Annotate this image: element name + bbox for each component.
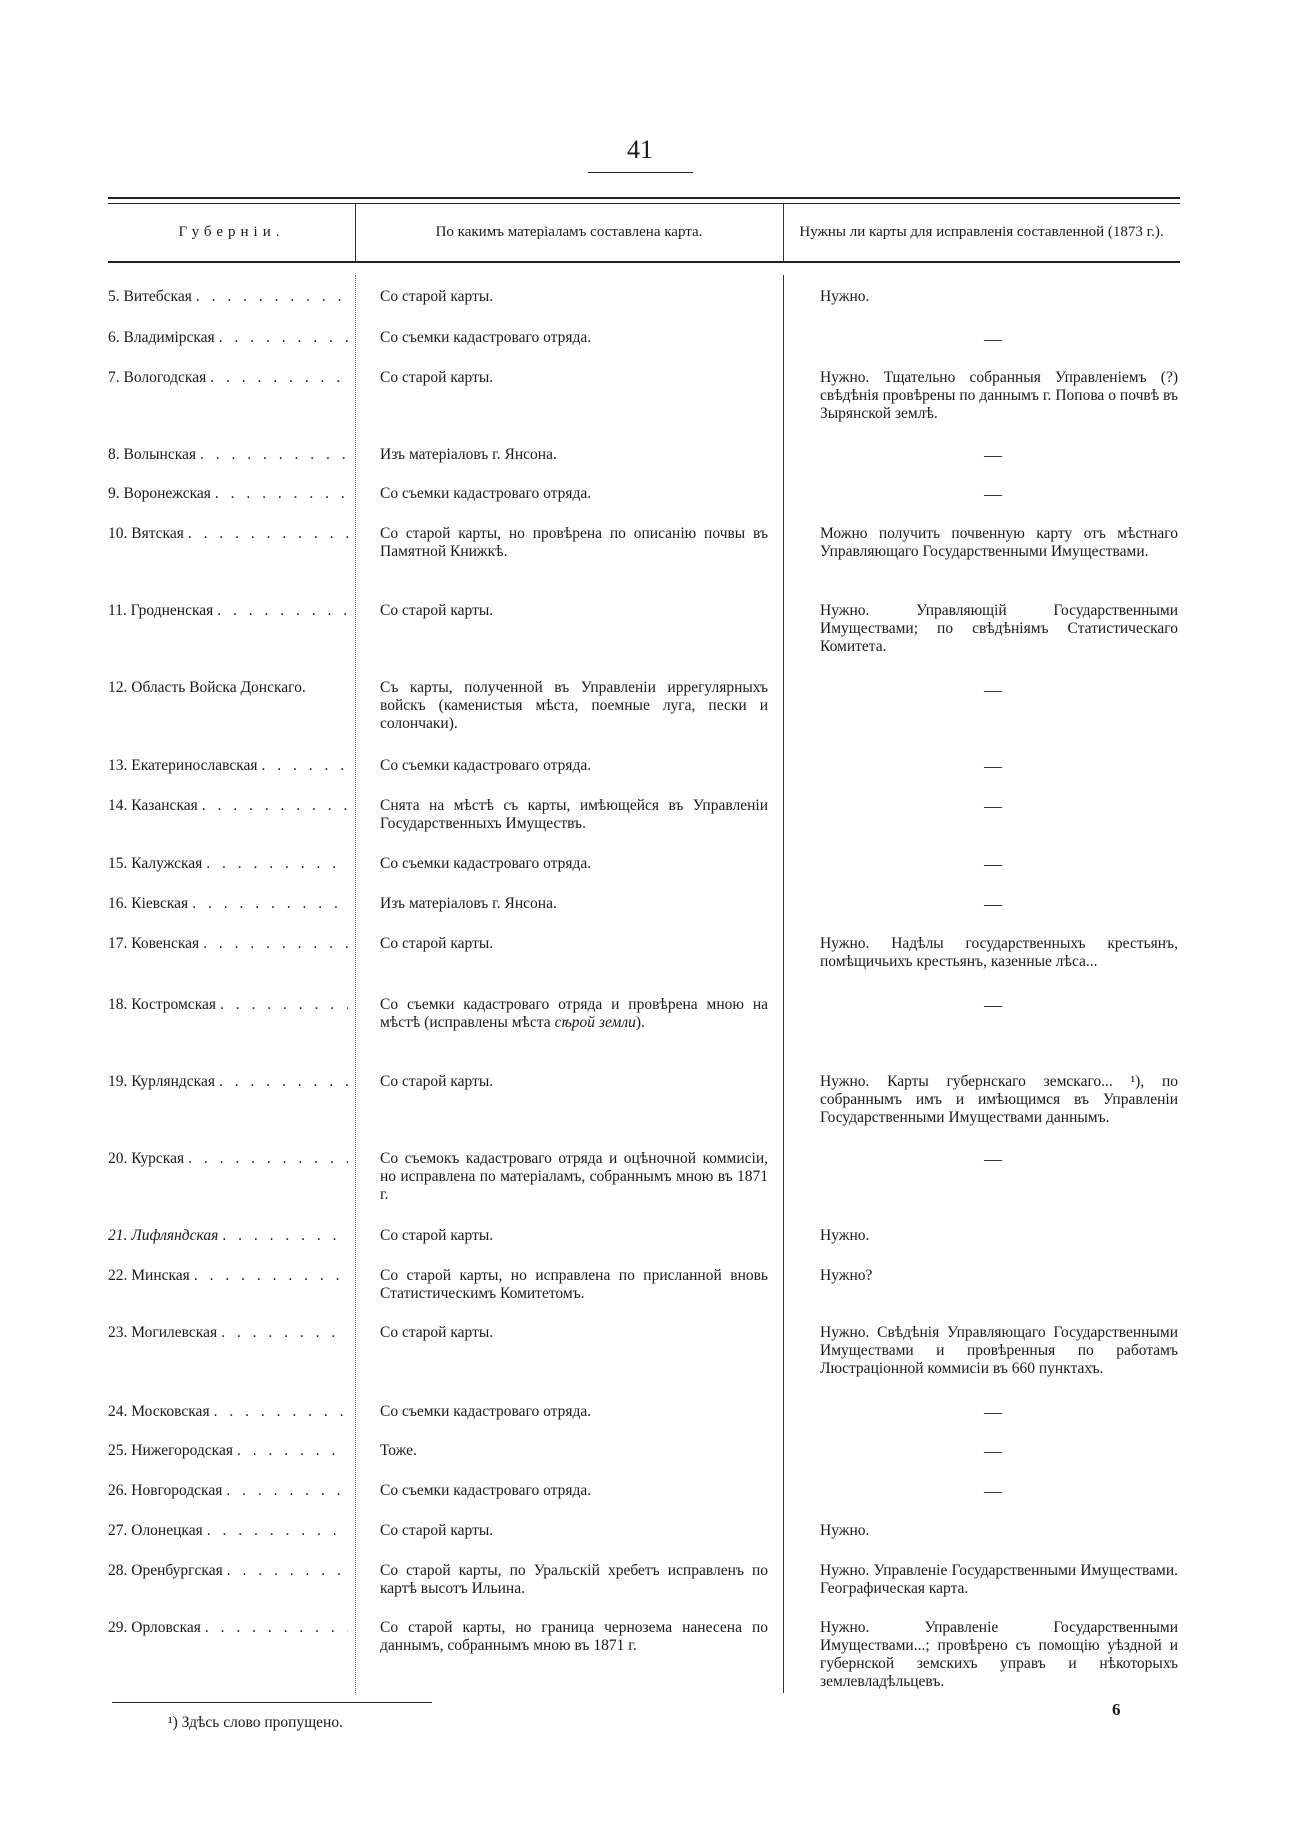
material-cell: Со съемки кадастроваго отряда и провѣрена мною на мѣстѣ (исправлены мѣста сѣрой земли). xyxy=(380,996,768,1031)
need-dash: — xyxy=(984,995,1002,1015)
header-need-maps: Нужны ли карты для исправленія составленной (1873 г.). xyxy=(799,223,1164,240)
column-divider-1-body xyxy=(355,275,356,1693)
column-divider-2 xyxy=(783,203,784,261)
need-cell: Нужно. Управленіе Государственными Имуществами...; провѣрено съ помощію уѣздной и губернской земскихъ управъ и нѣкоторыхъ землевладѣльцевъ. xyxy=(820,1619,1178,1690)
material-cell: Со старой карты. xyxy=(380,602,494,619)
header-guberniya: Губерніи. xyxy=(178,223,285,240)
material-cell: Со старой карты. xyxy=(380,1522,494,1539)
material-cell: Со старой карты. xyxy=(380,1227,494,1244)
material-cell: Со старой карты, но исправлена по присланной вновь Статистическимъ Комитетомъ. xyxy=(380,1267,768,1302)
guberniya-cell: 16. Кіевская . . . xyxy=(108,895,348,913)
guberniya-cell: 25. Нижегородская . . . xyxy=(108,1442,348,1460)
guberniya-cell: 21. Лифляндская . . . xyxy=(108,1227,348,1245)
need-cell: Нужно. Тщательно собранныя Управленіемъ (?) свѣдѣнія провѣрены по даннымъ г. Попова о почвѣ въ Зырянской землѣ. xyxy=(820,369,1178,422)
need-dash: — xyxy=(984,1149,1002,1169)
need-dash: — xyxy=(984,1481,1002,1501)
need-cell: Можно получить почвенную карту отъ мѣстнаго Управляющаго Государственными Имуществами. xyxy=(820,525,1178,560)
need-cell: Нужно. Надѣлы государственныхъ крестьянъ, помѣщичьихъ крестьянъ, казенные лѣса... xyxy=(820,935,1178,970)
guberniya-cell: 11. Гродненская . . . xyxy=(108,602,348,620)
column-divider-1 xyxy=(355,203,356,261)
material-cell: Изъ матеріаловъ г. Янсона. xyxy=(380,446,557,463)
need-cell: Нужно? xyxy=(820,1267,873,1284)
need-dash: — xyxy=(984,484,1002,504)
header-materials: По какимъ матеріаламъ составлена карта. xyxy=(435,223,703,240)
guberniya-cell: 8. Волынская . . . xyxy=(108,446,348,464)
need-cell: Нужно. xyxy=(820,1522,870,1539)
material-cell: Со старой карты, по Уральскій хребетъ исправленъ по картѣ высотъ Ильина. xyxy=(380,1562,768,1597)
material-cell: Со съемки кадастроваго отряда. xyxy=(380,485,592,502)
need-cell: Нужно. Карты губернскаго земскаго... ¹), по собраннымъ имъ и имѣющимся въ Управленіи Государственными Имуществами даннымъ. xyxy=(820,1073,1178,1126)
guberniya-cell: 26. Новгородская . . . xyxy=(108,1482,348,1500)
page-number-rule xyxy=(588,172,693,173)
need-dash: — xyxy=(984,680,1002,700)
material-cell: Изъ матеріаловъ г. Янсона. xyxy=(380,895,557,912)
material-cell: Со старой карты, но граница чернозема нанесена по даннымъ, собраннымъ мною въ 1871 г. xyxy=(380,1619,768,1654)
material-cell: Со старой карты. xyxy=(380,1073,494,1090)
page-number: 41 xyxy=(627,135,653,164)
material-cell: Со съемки кадастроваго отряда. xyxy=(380,1482,592,1499)
guberniya-cell: 28. Оренбургская . . . xyxy=(108,1562,348,1580)
need-dash: — xyxy=(984,329,1002,349)
material-cell: Снята на мѣстѣ съ карты, имѣющейся въ Управленіи Государственныхъ Имуществъ. xyxy=(380,797,768,832)
guberniya-cell: 18. Костромская . . . xyxy=(108,996,348,1014)
guberniya-cell: 23. Могилевская . . . xyxy=(108,1324,348,1342)
guberniya-cell: 29. Орловская . . . xyxy=(108,1619,348,1637)
footnote-rule xyxy=(112,1702,432,1703)
guberniya-cell: 15. Калужская . . . xyxy=(108,855,348,873)
guberniya-cell: 12. Область Войска Донскаго. xyxy=(108,679,306,696)
top-rule xyxy=(108,197,1180,199)
material-cell: Со съемки кадастроваго отряда. xyxy=(380,1403,592,1420)
need-cell: Нужно. Управленіе Государственными Имуществами. Географическая карта. xyxy=(820,1562,1178,1597)
material-cell: Со старой карты. xyxy=(380,288,494,305)
guberniya-cell: 17. Ковенская . . . xyxy=(108,935,348,953)
need-dash: — xyxy=(984,1441,1002,1461)
header-rule xyxy=(108,261,1180,263)
guberniya-cell: 24. Московская . . . xyxy=(108,1403,348,1421)
material-cell: Со старой карты. xyxy=(380,369,494,386)
guberniya-cell: 19. Курляндская . . . xyxy=(108,1073,348,1091)
material-cell: Со старой карты. xyxy=(380,1324,494,1341)
material-cell: Со съемокъ кадастроваго отряда и оцѣночной коммисіи, но исправлена по матеріаламъ, собраннымъ мною въ 1871 г. xyxy=(380,1150,768,1203)
sheet-mark: 6 xyxy=(1112,1700,1121,1719)
material-cell: Со старой карты. xyxy=(380,935,494,952)
guberniya-cell: 10. Вятская . . . xyxy=(108,525,348,543)
need-dash: — xyxy=(984,894,1002,914)
guberniya-cell: 14. Казанская . . . xyxy=(108,797,348,815)
material-cell: Съ карты, полученной въ Управленіи иррегулярныхъ войскъ (каменистыя мѣста, поемные луга, пески и солончаки). xyxy=(380,679,768,732)
material-cell: Со съемки кадастроваго отряда. xyxy=(380,757,592,774)
guberniya-cell: 9. Воронежская . . . xyxy=(108,485,348,503)
need-dash: — xyxy=(984,756,1002,776)
need-cell: Нужно. Управляющій Государственными Имуществами; по свѣдѣніямъ Статистическаго Комитета. xyxy=(820,602,1178,655)
guberniya-cell: 7. Вологодская . . . xyxy=(108,369,348,387)
guberniya-cell: 20. Курская . . . xyxy=(108,1150,348,1168)
need-dash: — xyxy=(984,1402,1002,1422)
guberniya-cell: 22. Минская . . . xyxy=(108,1267,348,1285)
material-cell: Со старой карты, но провѣрена по описанію почвы въ Памятной Книжкѣ. xyxy=(380,525,768,560)
need-cell: Нужно. xyxy=(820,1227,870,1244)
material-cell: Со съемки кадастроваго отряда. xyxy=(380,855,592,872)
need-dash: — xyxy=(984,445,1002,465)
guberniya-cell: 5. Витебская . . . xyxy=(108,288,348,306)
table-header xyxy=(108,203,1180,261)
guberniya-cell: 6. Владимірская . . . xyxy=(108,329,348,347)
material-cell: Со съемки кадастроваго отряда. xyxy=(380,329,592,346)
need-dash: — xyxy=(984,854,1002,874)
guberniya-cell: 13. Екатеринославская . . . xyxy=(108,757,348,775)
guberniya-cell: 27. Олонецкая . . . xyxy=(108,1522,348,1540)
need-cell: Нужно. Свѣдѣнія Управляющаго Государственными Имуществами и провѣренныя по работамъ Люстраціонной коммисіи въ 660 пунктахъ. xyxy=(820,1324,1178,1377)
material-cell: Тоже. xyxy=(380,1442,417,1459)
footnote: ¹) Здѣсь слово пропущено. xyxy=(168,1714,343,1731)
need-cell: Нужно. xyxy=(820,288,870,305)
need-dash: — xyxy=(984,796,1002,816)
column-divider-2-body xyxy=(783,275,784,1693)
